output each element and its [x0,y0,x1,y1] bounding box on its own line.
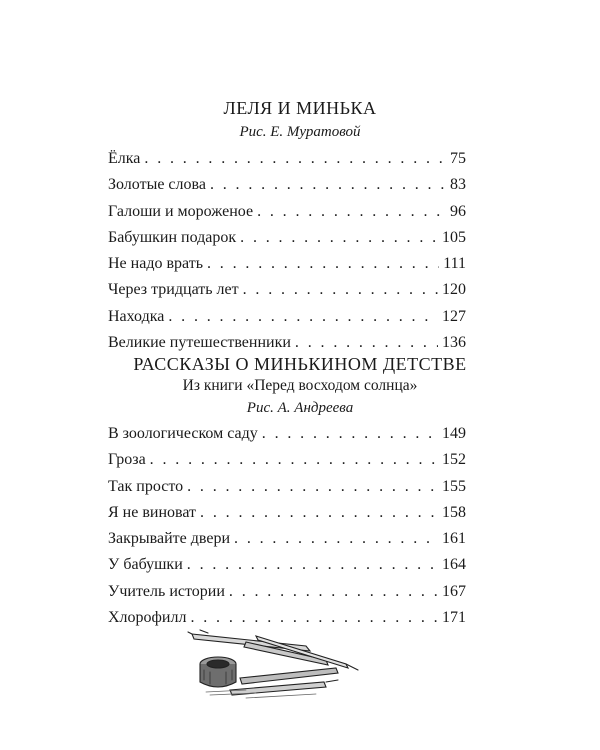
toc-entry[interactable] [108,583,466,609]
dot-leader [295,334,438,352]
toc-entry[interactable] [108,150,466,176]
entry-page: 136 [442,334,466,352]
toc-entry[interactable] [108,176,466,202]
toc-entry[interactable] [108,229,466,255]
section-subtitle: Из книги «Перед восходом солнца» [182,377,418,394]
entry-title: Находка [108,307,165,325]
toc-list-section-1 [108,150,466,360]
toc-entry[interactable] [108,308,466,334]
entry-title: Золотые слова [108,176,206,194]
entry-title: Через тридцать лет [108,281,239,299]
toc-entry[interactable] [108,203,466,229]
dot-leader [187,478,438,496]
entry-page: 127 [442,307,466,325]
section-title-minkino-detstvo: РАССКАЗЫ О МИНЬКИНОМ ДЕТСТВЕ [133,354,467,374]
dot-leader [150,451,438,469]
dot-leader [229,583,438,601]
entry-title: Ёлка [108,150,141,167]
entry-page: 164 [442,556,466,574]
entry-page: 149 [442,425,466,442]
inkwell-pens-illustration [186,624,366,704]
entry-title: У бабушки [108,556,183,574]
entry-page: 96 [450,202,466,220]
toc-list-section-2 [108,425,466,635]
entry-title: Не надо врать [108,255,203,273]
toc-entry[interactable] [108,425,466,451]
entry-title: Галоши и мороженое [108,202,254,220]
entry-page: 75 [450,150,466,167]
illustrator-credit: Рис. Е. Муратовой [239,124,361,140]
entry-page: 158 [442,503,466,521]
entry-page: 152 [442,451,466,469]
dot-leader [262,425,438,443]
dot-leader [187,556,438,574]
entry-page: 155 [442,477,466,495]
dot-leader [207,255,439,273]
entry-title: Гроза [108,451,146,469]
entry-title: Бабушкин подарок [108,228,237,246]
illustrator-credit: Рис. А. Андреева [246,400,354,416]
toc-entry[interactable] [108,504,466,530]
section-title-lelya-i-minka: ЛЕЛЯ И МИНЬКА [223,98,377,118]
toc-entry[interactable] [108,530,466,556]
entry-title: Так просто [108,477,184,495]
entry-page: 171 [442,609,466,627]
dot-leader [144,150,446,168]
entry-page: 111 [443,255,466,273]
entry-page: 105 [442,228,466,246]
entry-page: 120 [442,281,466,299]
dot-leader [243,281,438,299]
entry-title: Хлорофилл [108,609,187,627]
dot-leader [257,203,446,221]
toc-entry[interactable] [108,281,466,307]
entry-title: Великие путешественники [108,334,291,352]
toc-entry[interactable] [108,451,466,477]
entry-title: Закрывайте двери [108,530,231,548]
entry-page: 167 [442,582,466,600]
entry-page: 83 [450,176,466,194]
toc-entry[interactable] [108,478,466,504]
toc-entry[interactable] [108,255,466,281]
dot-leader [240,229,438,247]
dot-leader [200,504,438,522]
dot-leader [168,308,438,326]
entry-title: Я не виноват [108,503,197,521]
dot-leader [210,176,446,194]
dot-leader [234,530,438,548]
toc-entry[interactable] [108,556,466,582]
entry-title: В зоологическом саду [108,425,258,442]
entry-title: Учитель истории [108,582,225,600]
entry-page: 161 [442,530,466,548]
